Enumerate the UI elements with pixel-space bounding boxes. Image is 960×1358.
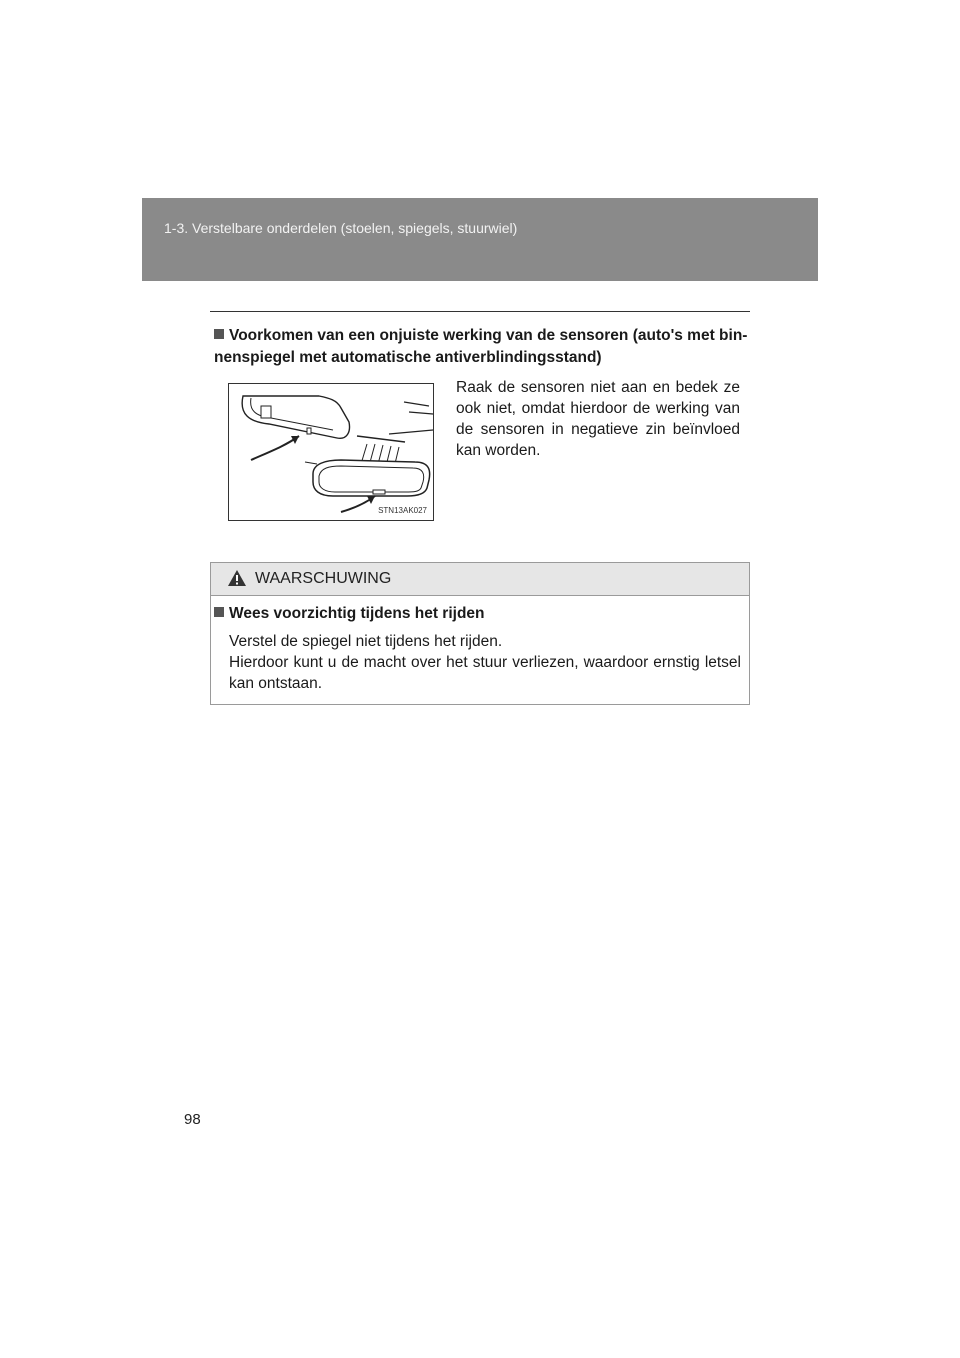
chapter-header-band [142, 198, 818, 281]
section-divider [210, 311, 750, 312]
section-heading-text: Voorkomen van een onjuiste werking van de sensoren (auto's met bin-nenspiegel met automatische antiverblindingsstand) [214, 327, 748, 366]
section-description: Raak de sensoren niet aan en bedek ze ook niet, omdat hierdoor de werking van de sensoren in negatieve zin beïnvloed kan worden. [456, 379, 740, 459]
square-bullet-icon [214, 329, 224, 339]
section-heading [214, 325, 754, 369]
warning-subheading-text: Wees voorzichtig tijdens het rijden [229, 605, 485, 622]
warning-line-2: Hierdoor kunt u de macht over het stuur verliezen, waardoor ernstig letsel kan ontstaan. [229, 654, 741, 692]
warning-subheading [214, 605, 485, 623]
warning-box [210, 562, 750, 705]
rearview-mirror-drawing [229, 384, 433, 520]
warning-header [211, 563, 749, 596]
mirror-sensor-illustration [228, 383, 434, 521]
square-bullet-icon [214, 607, 224, 617]
chapter-title: 1-3. Verstelbare onderdelen (stoelen, spiegels, stuurwiel) [164, 220, 518, 236]
warning-title: WAARSCHUWING [255, 570, 392, 587]
figure-code: STN13AK027 [378, 506, 427, 515]
warning-paragraph [229, 631, 741, 694]
warning-triangle-icon [227, 569, 247, 587]
page-number: 98 [184, 1111, 201, 1128]
warning-line-1: Verstel de spiegel niet tijdens het rijden. [229, 633, 503, 650]
